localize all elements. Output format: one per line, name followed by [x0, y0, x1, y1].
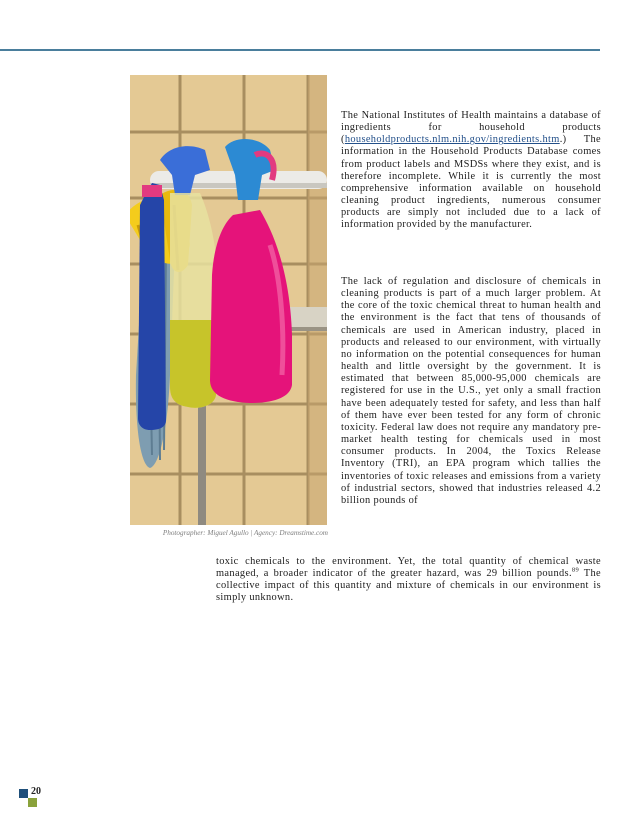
header-rule	[0, 49, 600, 51]
footnote-marker: 89	[571, 566, 580, 574]
paragraph-chemical-regulation: The lack of regulation and disclosure of chemicals in cleaning products is part of a much larger problem. At the core of the toxic chemical threat to human health and the environment is the fact that tens of thousands of chemicals are used in American industry, placed in products and released to our environment, with virtually no information on the potential consequences for human health and little oversight by the government. It is estimated that between 85,000-95,000 chemicals are registered for use in the U.S., yet only a small fraction have been adequately tested for safety, and less than half of them have ever been tested for any form of chronic toxicity. Federal law does not require any mandatory pre-market health testing for chemicals used in most consumer products. In 2004, the Toxics Release Inventory (TRI), an EPA program which tallies the inventories of toxic releases and emissions from a variety of industrial sectors, showed that industries released 4.2 billion pounds of	[341, 276, 601, 506]
paragraph-text: .) The information in the Household Products Database comes from product labels and MSDSs where they exist, and is therefore incomplete. While it is currently the most comprehensive information available on household cleaning product ingredients, numerous consumer products are simply not included due to a lack of information provided by the manufacturer.	[341, 134, 601, 231]
paragraph-text: toxic chemicals to the environment. Yet, the total quantity of chemical waste managed, a broader indicator of the greater hazard, was 29 billion pounds.	[216, 556, 601, 580]
paragraph-text: The National Institutes of Health maintains a database of ingredients for household products (	[341, 110, 601, 146]
photo-caption: Photographer: Miguel Agullo | Agency: Dreamstime.com	[162, 529, 328, 537]
paragraph-text: The collective impact of this quantity and mixture of chemicals in our environment is simply unknown.	[216, 568, 601, 604]
paragraph-household-database	[341, 110, 601, 232]
cleaning-products-photo	[130, 75, 327, 525]
paragraph-toxic-release	[216, 556, 601, 605]
page-number: 20	[31, 786, 41, 797]
footer-square-green	[28, 798, 37, 807]
ingredients-link[interactable]: householdproducts.nlm.nih.gov/ingredients.htm	[344, 134, 560, 146]
footer-square-blue	[19, 789, 28, 798]
